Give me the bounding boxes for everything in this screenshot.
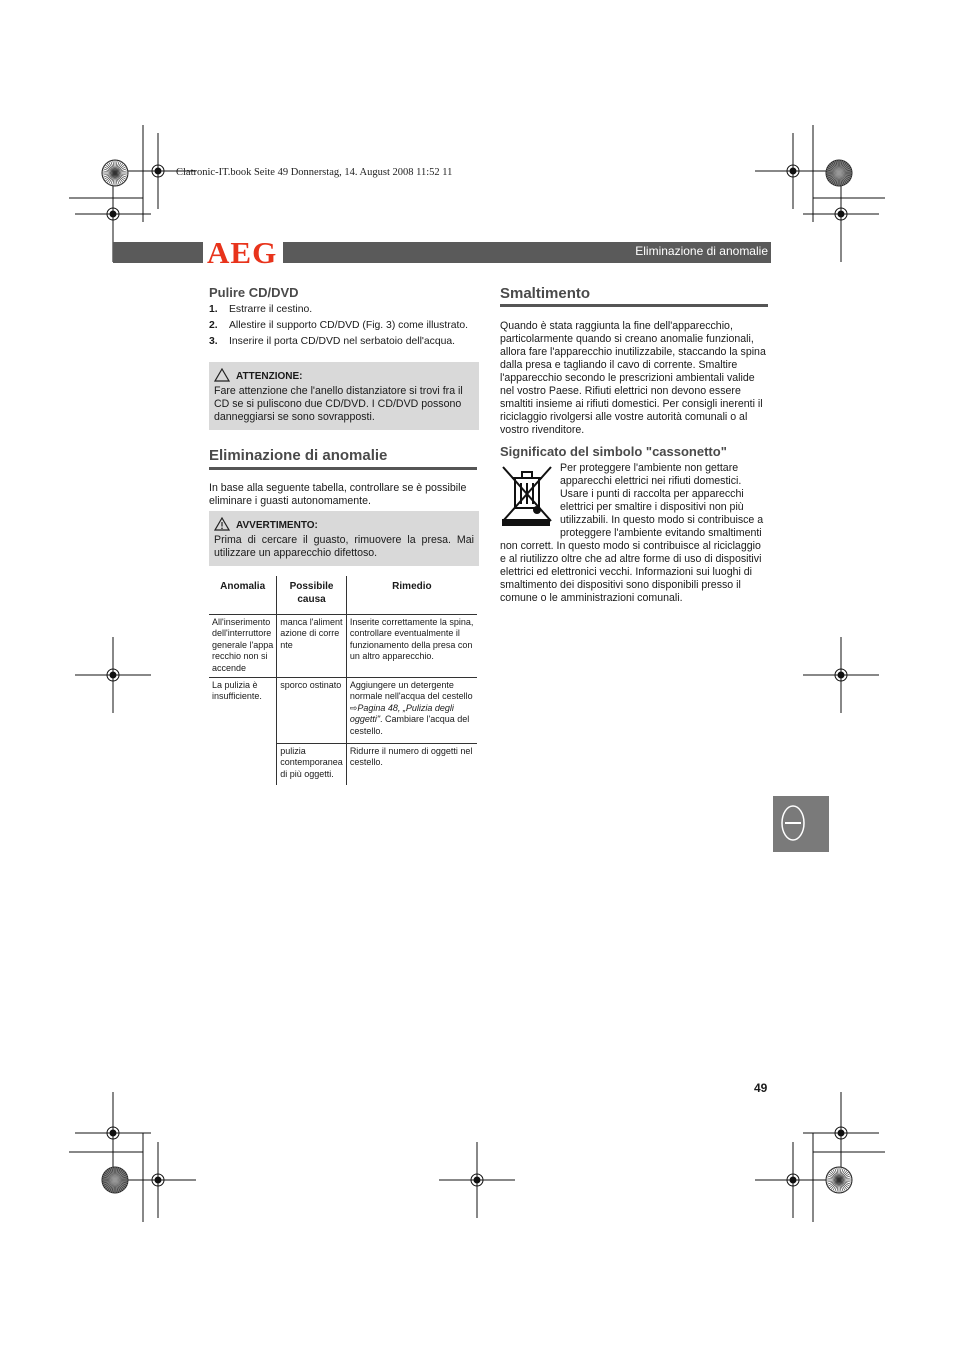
cell-causa: manca l'alimentazione di corrente [277,615,347,678]
trouble-intro: In base alla seguente tabella, controllare se è possibile eliminare i guasti autonomamente. [209,482,467,507]
crosshair-mark [755,1142,831,1218]
crosshair-mark [75,1095,151,1171]
starburst-mark [826,160,852,186]
starburst-mark [826,1167,852,1193]
crosshair-mark [803,637,879,713]
cell-rimedio [346,678,477,744]
crossed-bin-icon [500,464,554,526]
column-header-rimedio: Rimedio [346,576,477,615]
crosshair-mark [75,176,151,252]
rimedio-text: Aggiungere un detergente normale nell'acqua del cestello [349,680,473,702]
step-text: Allestire il supporto CD/DVD (Fig. 3) come illustrato. [229,320,469,331]
table-header-row [209,576,477,615]
disposal-heading-rule [500,304,768,307]
arrow-icon: ⇨ [349,702,358,713]
attention-box [209,362,479,430]
table-row [209,744,477,786]
list-item [209,319,477,332]
language-bar-mark [785,822,801,824]
aeg-logo: AEG [207,235,278,270]
attention-header [214,368,474,382]
starburst-mark [102,160,128,186]
troubleshooting-table [209,576,477,785]
symbol-text-block [500,462,768,605]
disposal-heading: Smaltimento [500,285,591,302]
trouble-heading: Eliminazione di anomalie [209,447,388,464]
list-item [209,335,477,348]
attention-text: Fare attenzione che l'anello distanziatore si trovi fra il CD se si puliscono due CD/DVD. I CD/DVD possono danneggiarsi se sono sovrapposti. [214,385,463,423]
page-number: 49 [754,1081,768,1095]
attention-label: ATTENZIONE: [236,371,303,382]
column-header-anomalia: Anomalia [209,576,277,615]
crosshair-mark [803,176,879,252]
column-header-causa: Possibile causa [277,576,347,615]
cd-steps-list [209,303,477,351]
warning-text: Prima di cercare il guasto, rimuovere la presa. Mai utilizzare un apparecchio difettoso. [214,534,474,559]
crosshair-mark [120,1142,196,1218]
cd-heading: Pulire CD/DVD [209,285,299,300]
crosshair-mark [439,1142,515,1218]
step-text: Inserire il porta CD/DVD nel serbatoio dell'acqua. [229,336,456,347]
warning-triangle-icon [214,368,230,382]
warning-triangle-icon [214,517,230,531]
warning-label: AVVERTIMENTO: [236,520,318,531]
section-title: Eliminazione di anomalie [635,244,768,258]
cell-anomalia: La pulizia è insufficiente. [209,678,277,744]
table-row [209,615,477,678]
step-number: 3. [209,336,218,347]
step-number: 2. [209,320,218,331]
step-number: 1. [209,304,218,315]
cell-rimedio: Ridurre il numero di oggetti nel cestello. [346,744,477,786]
list-item [209,303,477,316]
crosshair-mark [803,1095,879,1171]
step-text: Estrarre il cestino. [229,304,313,315]
symbol-text: Per proteggere l'ambiente non gettare apparecchi elettrici nei rifiuti domestici. Usare i punti di raccolta per apparecchi elettrici per smaltire i dispositivi non più utilizzabili. In questo modo si contribuisce a proteggere l'ambiente evitando smaltimenti non corrett. In questo modo si contribuisce al riciclaggio e al riutilizzo oltre che ad altre forme di uso di dispositivi elettrici ed elettronici vecchi. Informazioni sui luoghi di smaltimento dei dispositivi sono disponibili presso il comune o le amministrazioni comunali. [500,462,764,604]
warning-header [214,517,474,531]
cell-anomalia: All'inserimento dell'interruttore generale l'apparecchio non si accende [212,617,274,673]
rimedio-text: . Cambiare l'acqua del cestello. [349,714,470,736]
trouble-heading-rule [209,467,477,470]
cell-causa: pulizia contemporanea di più oggetti. [277,744,347,786]
print-info: Clatronic-IT.book Seite 49 Donnerstag, 14. August 2008 11:52 11 [176,167,453,178]
language-tab [773,796,829,852]
page-reference: Pagina 48, „Pulizia degli oggetti" [349,702,454,725]
cell-anomalia [209,744,277,786]
symbol-heading: Significato del simbolo "cassonetto" [500,444,727,459]
warning-box [209,511,479,566]
disposal-text: Quando è stata raggiunta la fine dell'apparecchio, particolarmente quando si creano anomalie funzionali, allora fare l'apparecchio inutilizzabile, staccando la spina dalla presa e tagliando il cavo di corrente. Smaltire l'apparecchio secondo le prescrizioni ambientali valide nel vostro Paese. Rifiuti elettrici non devono essere smaltiti insieme ai rifiuti domestici. Per consigli inerenti il riciclaggio rivolgersi alle vostre autorità comunali o al vostro rivenditore. [500,320,766,436]
language-i-icon [773,796,829,852]
crosshair-mark [75,637,151,713]
starburst-mark [102,1167,128,1193]
table-row [209,678,477,744]
cell-causa: sporco ostinato [277,678,347,744]
cell-rimedio: Inserite correttamente la spina, controllare eventualmente il funzionamento della presa con un altro apparecchio. [349,617,474,662]
